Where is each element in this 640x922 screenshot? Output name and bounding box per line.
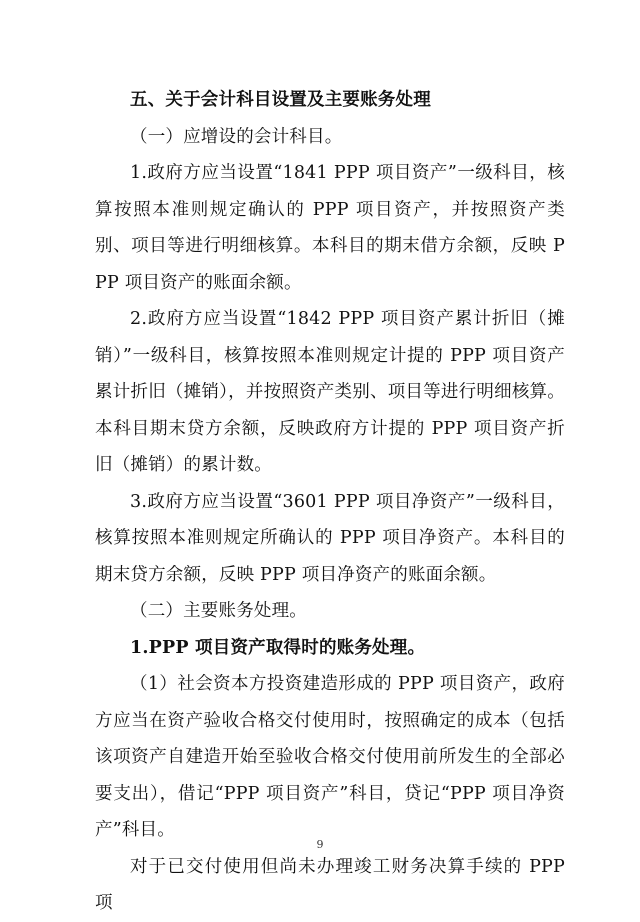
paragraph-item-2: 2.政府方应当设置“1842 PPP 项目资产累计折旧（摊销）”一级科目，核算按照本准则规定计提的 PPP 项目资产累计折旧（摊销），并按照资产类别、项目等进行明细核算。本科目期末贷方余额，反映政府方计提的 PPP 项目资产折旧（摊销）的累计数。 — [95, 309, 565, 475]
paragraph-asset-acquisition: （1）社会资本方投资建造形成的 PPP 项目资产，政府方应当在资产验收合格交付使用时，按照确定的成本（包括该项资产自建造开始至验收合格交付使用前所发生的全部必要支出），借记“PPP 项目资产”科目，贷记“PPP 项目净资产”科目。 — [95, 674, 565, 840]
subsection-heading-1: （一）应增设的会计科目。 — [130, 126, 343, 147]
paragraph-continued: 对于已交付使用但尚未办理竣工财务决算手续的 PPP 项 — [95, 856, 565, 913]
paragraph-item-1: 1.政府方应当设置“1841 PPP 项目资产”一级科目，核算按照本准则规定确认的 PPP 项目资产，并按照资产类别、项目等进行明细核算。本科目的期末借方余额，反映 PPP 项目资产的账面余额。 — [95, 163, 565, 293]
page-number: 9 — [316, 838, 324, 851]
paragraph-item-3: 3.政府方应当设置“3601 PPP 项目净资产”一级科目，核算按照本准则规定所确认的 PPP 项目净资产。本科目的期末贷方余额，反映 PPP 项目净资产的账面余额。 — [95, 491, 565, 585]
document-body — [95, 82, 565, 922]
section-heading: 五、关于会计科目设置及主要账务处理 — [130, 90, 431, 110]
subsection-heading-2: （二）主要账务处理。 — [130, 601, 307, 621]
subsection-item-heading-1: 1.PPP 项目资产取得时的账务处理。 — [130, 637, 426, 658]
